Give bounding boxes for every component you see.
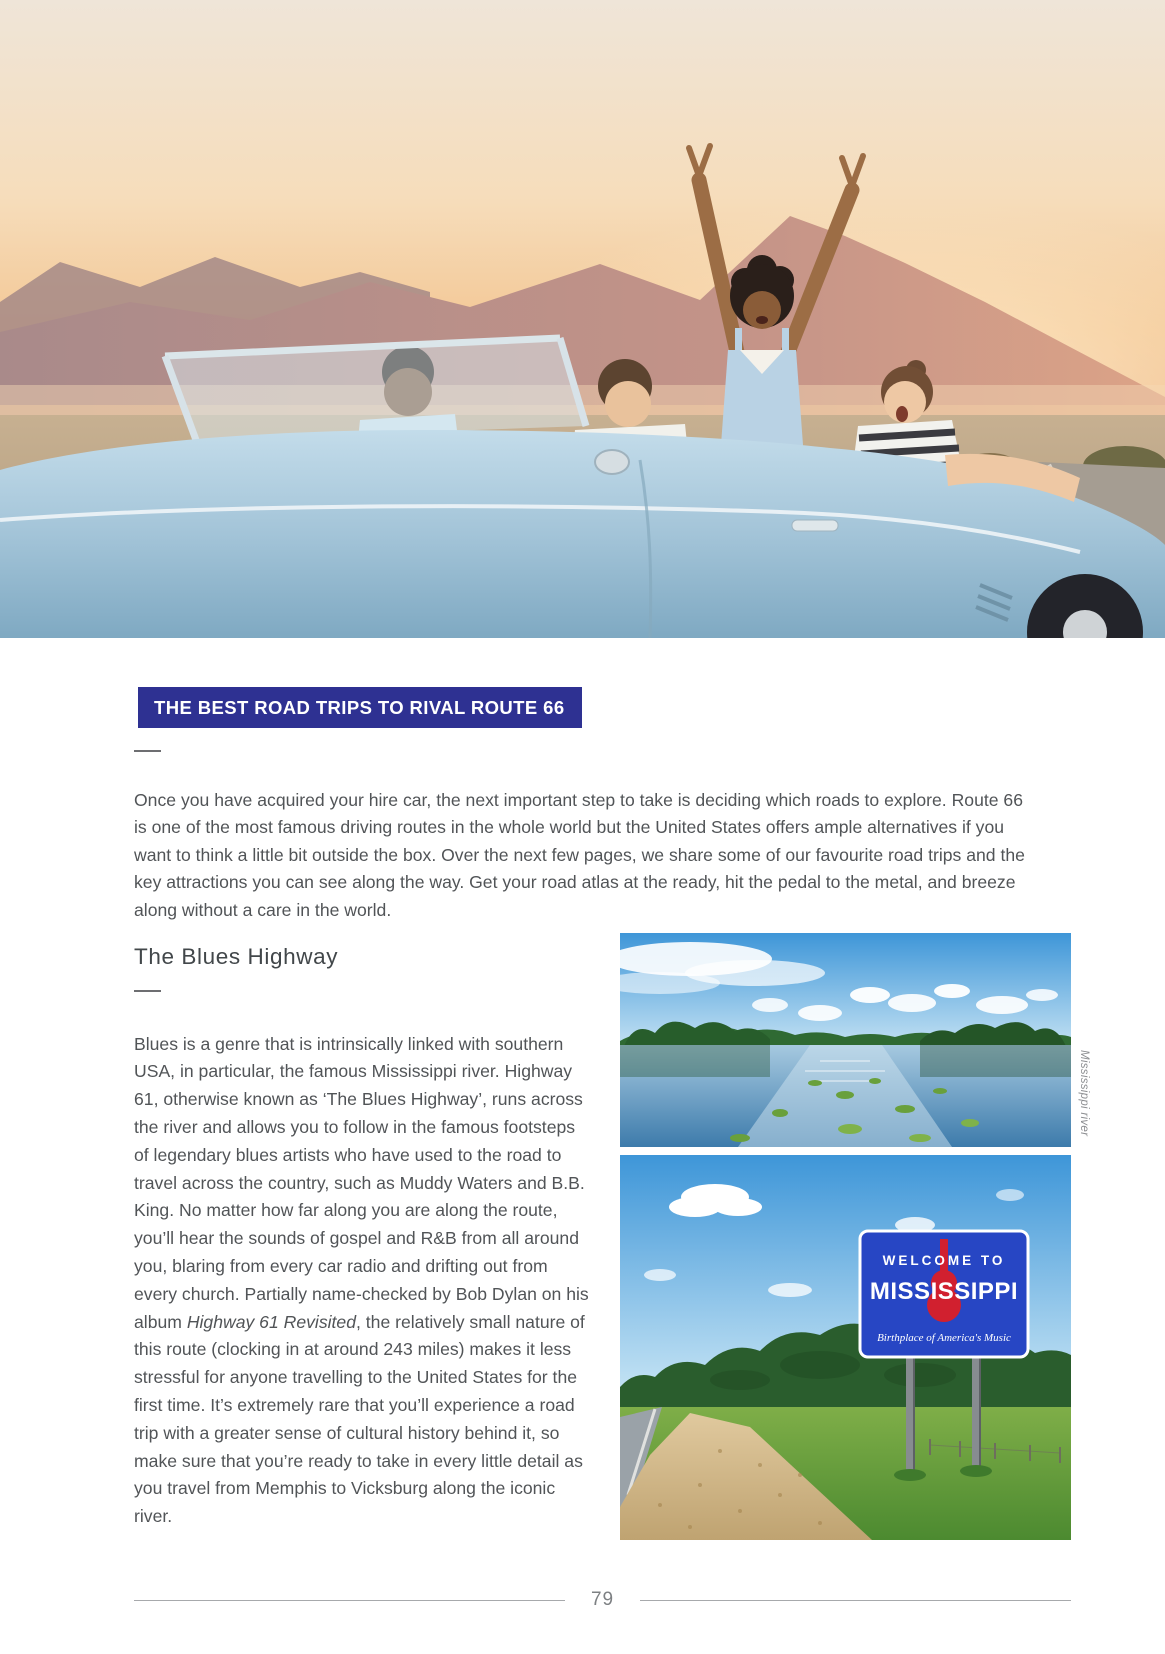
page-number: 79 (590, 1589, 615, 1610)
body-text-1: Blues is a genre that is intrinsically linked with southern USA, in particular, the famous Mississippi river. Highway 61, otherwise known as ‘The Blues Highway’, runs across the river and allows you to follow in the famous footsteps of legendary blues artists who have used to the road to travel across the country, such as Muddy Waters and B.B. King. No matter how far along you are along the route, you’ll hear the sounds of gospel and R&B from all around you, blaring from every car radio and drifting out from every church. Partially name-checked by Bob Dylan on his album (134, 1033, 589, 1332)
section-banner (138, 687, 582, 728)
divider-dash (134, 750, 161, 752)
divider-dash (134, 990, 161, 992)
body-text-italic-album: Highway 61 Revisited (186, 1311, 356, 1332)
river-photo (620, 933, 1071, 1147)
page-footer (134, 1589, 1071, 1611)
intro-paragraph: Once you have acquired your hire car, the next important step to take is deciding which roads to explore. Route 66 is one of the most famous driving routes in the whole world but the United States offers ample alternatives if you want to think a little bit outside the box. Over the next few pages, we share some of our favourite road trips and the key attractions you can see along the way. Get your road atlas at the ready, hit the pedal to the metal, and breeze along without a care in the world. (134, 789, 1025, 920)
banner-title: THE BEST ROAD TRIPS TO RIVAL ROUTE 66 (154, 696, 565, 718)
river-illustration (620, 933, 1071, 1147)
sign-text-birthplace: Birthplace of America's Music (877, 1332, 1011, 1344)
grass-tuft (960, 1465, 992, 1477)
hero-illustration (0, 0, 1165, 638)
mississippi-sign-photo (620, 1155, 1071, 1540)
sign-text-welcome: WELCOME TO (882, 1253, 1006, 1268)
sign-illustration (620, 1155, 1071, 1540)
body-paragraph (134, 1031, 594, 1531)
body-text-2: , the relatively small nature of this route (clocking in at around 243 miles) makes it less stressful for anyone travelling to the United States for the first time. It’s extremely rare that you’ll experience a road trip with a greater sense of cultural history behind it, so make sure that you’re ready to take in every little detail as you travel from Memphis to Vicksburg along the iconic river. (134, 1311, 585, 1527)
footer-rule-right (640, 1600, 1071, 1601)
hero-windshield (165, 338, 586, 440)
footer-rule-left (134, 1600, 565, 1601)
grass-tuft (894, 1469, 926, 1481)
sign-text-mississippi: MISSISSIPPI (869, 1278, 1019, 1305)
river-photo-caption: Mississippi river (1078, 1050, 1090, 1137)
hero-car (0, 430, 1165, 638)
hero-photo-road-trip (0, 0, 1165, 638)
section-heading: The Blues Highway (134, 944, 339, 969)
